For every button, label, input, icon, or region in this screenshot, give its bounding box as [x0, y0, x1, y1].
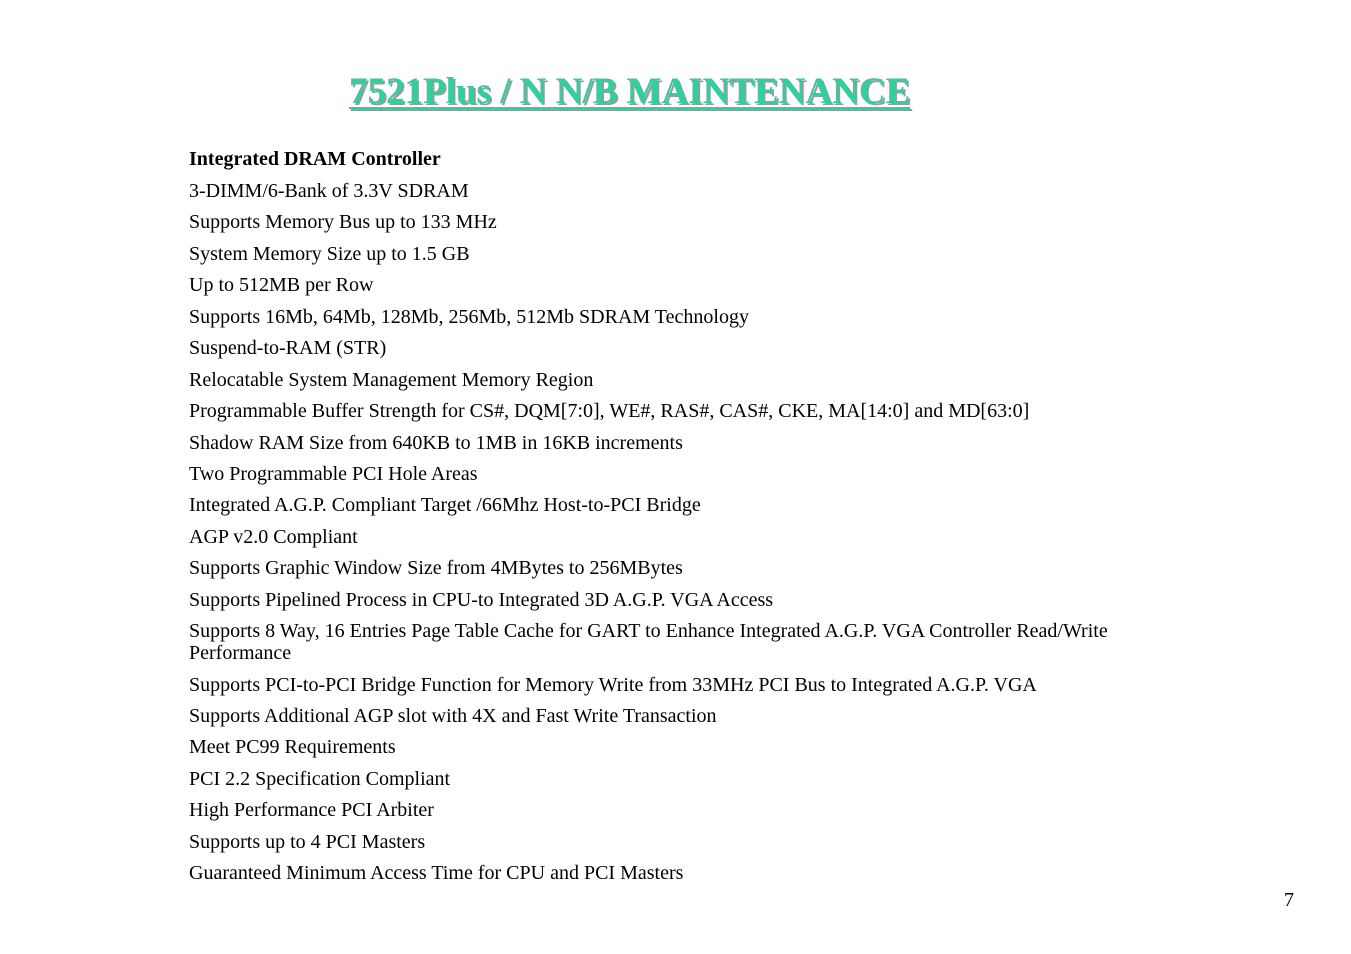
- section-heading: Integrated DRAM Controller: [189, 148, 441, 170]
- feature-list: [189, 180, 1179, 894]
- list-item: Supports Memory Bus up to 133 MHz: [189, 211, 497, 234]
- list-item: Supports Graphic Window Size from 4MBytes to 256MBytes: [189, 557, 683, 580]
- list-item: Up to 512MB per Row: [189, 274, 374, 297]
- list-item: Supports PCI-to-PCI Bridge Function for Memory Write from 33MHz PCI Bus to Integrated A.G.P. VGA: [189, 673, 1037, 696]
- list-item: Guaranteed Minimum Access Time for CPU and PCI Masters: [189, 862, 684, 885]
- list-item: Relocatable System Management Memory Region: [189, 368, 594, 391]
- page-number: 7: [1284, 889, 1294, 911]
- list-item: Supports 16Mb, 64Mb, 128Mb, 256Mb, 512Mb SDRAM Technology: [189, 305, 749, 328]
- list-item: Meet PC99 Requirements: [189, 736, 396, 759]
- list-item: Programmable Buffer Strength for CS#, DQM[7:0], WE#, RAS#, CAS#, CKE, MA[14:0] and MD[63:0]: [189, 400, 1030, 423]
- list-item: Supports 8 Way, 16 Entries Page Table Cache for GART to Enhance Integrated A.G.P. VGA Controller Read/Write Performance: [189, 620, 1108, 665]
- list-item: Suspend-to-RAM (STR): [189, 337, 387, 360]
- list-item: Two Programmable PCI Hole Areas: [189, 462, 478, 485]
- list-item: 3-DIMM/6-Bank of 3.3V SDRAM: [189, 180, 469, 202]
- list-item: Integrated A.G.P. Compliant Target /66Mhz Host-to-PCI Bridge: [189, 494, 701, 517]
- list-item: PCI 2.2 Specification Compliant: [189, 767, 451, 790]
- list-item: High Performance PCI Arbiter: [189, 799, 434, 822]
- list-item: AGP v2.0 Compliant: [189, 525, 358, 548]
- list-item: Supports Pipelined Process in CPU-to Integrated 3D A.G.P. VGA Access: [189, 588, 774, 611]
- list-item: Shadow RAM Size from 640KB to 1MB in 16KB increments: [189, 431, 683, 454]
- page-title: 7521Plus / N N/B MAINTENANCE: [349, 71, 911, 112]
- list-item: System Memory Size up to 1.5 GB: [189, 242, 470, 265]
- list-item: Supports up to 4 PCI Masters: [189, 830, 426, 853]
- list-item: Supports Additional AGP slot with 4X and Fast Write Transaction: [189, 705, 717, 727]
